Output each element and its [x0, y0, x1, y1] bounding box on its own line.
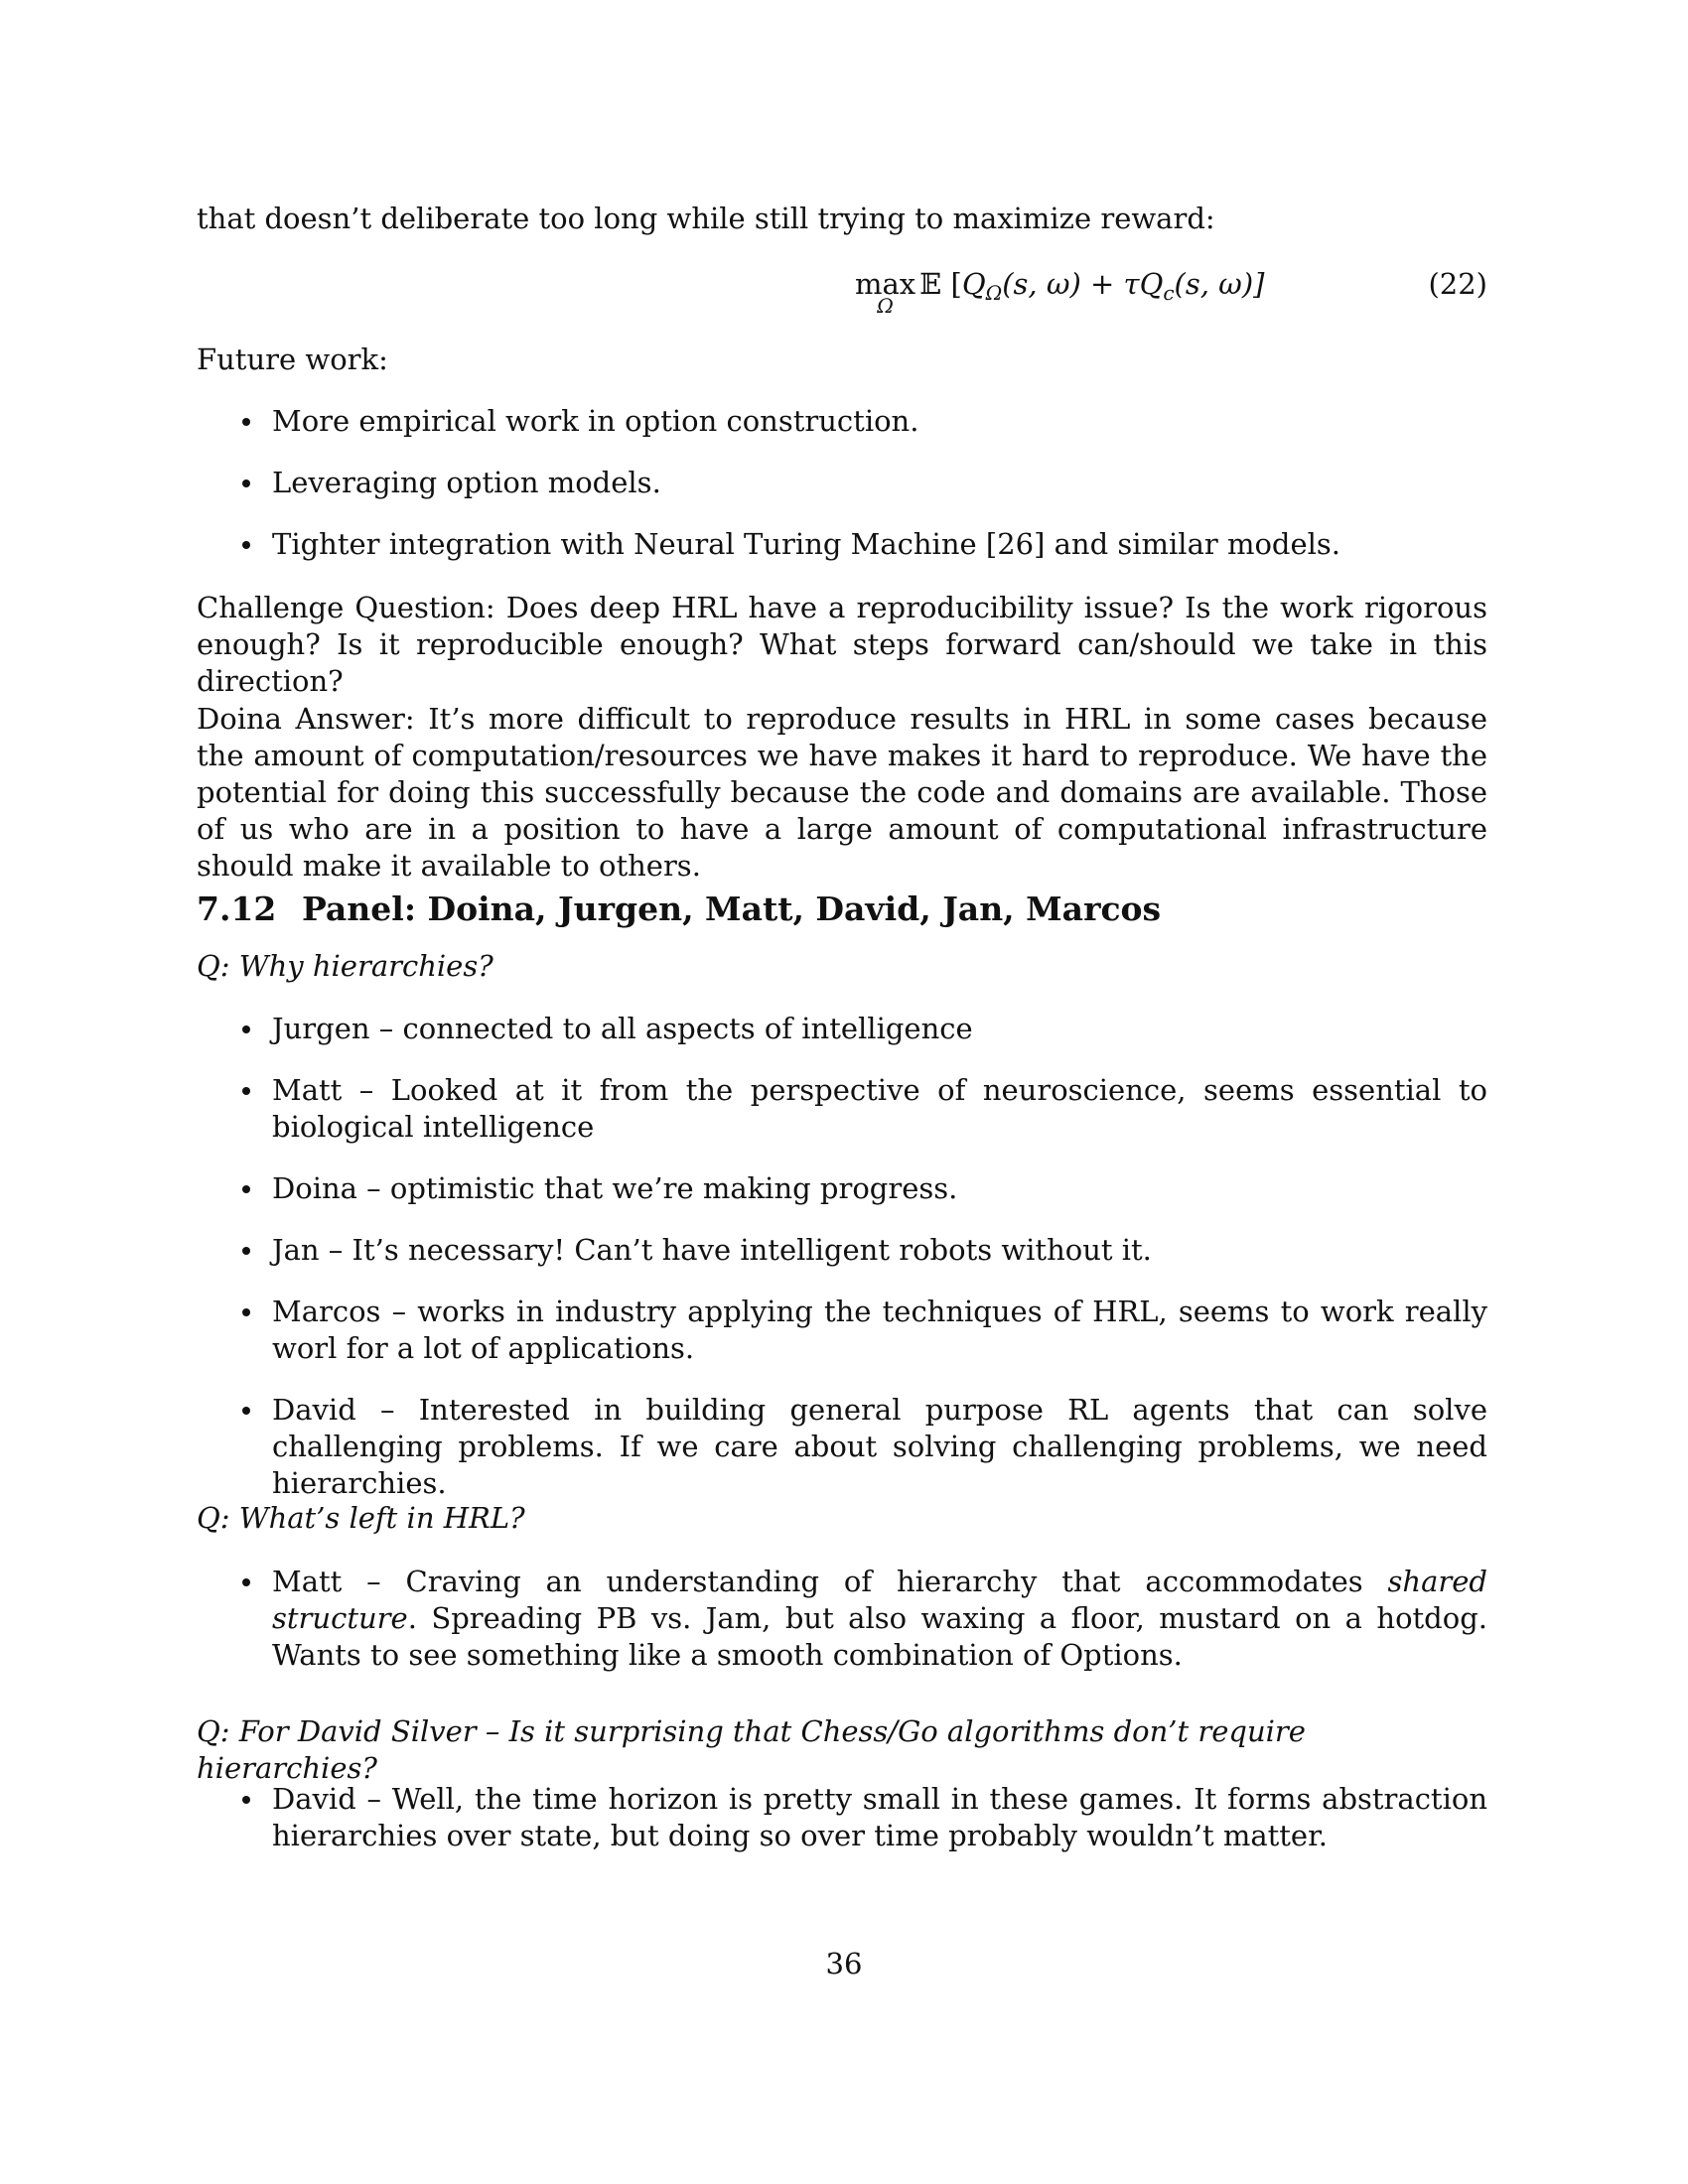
list-item: David – Well, the time horizon is pretty small in these games. It forms abstraction hierarchies over state, but doing so over time probably wouldn’t matter.	[197, 1781, 1487, 1854]
bullet-icon	[242, 1087, 250, 1095]
bullet-icon	[242, 1796, 250, 1804]
bullet-icon	[242, 1578, 250, 1586]
doina-answer: Doina Answer: It’s more difficult to reproduce results in HRL in some cases because the amount of computation/resources we have makes it hard to reproduce. We have the potential for doing this successfully because the code and domains are available. Those of us who are in a position to have a large amount of computational infrastructure should make it available to others.	[197, 702, 1487, 883]
list-item: More empirical work in option construction.	[197, 403, 1487, 465]
future-work-list	[197, 403, 1487, 563]
page-number: 36	[825, 1947, 863, 1980]
answers-david-silver	[197, 1781, 1487, 1854]
question-david-silver: Q: For David Silver – Is it surprising that Chess/Go algorithms don’t require hierarchies?	[197, 1714, 1306, 1785]
bullet-icon	[242, 1185, 250, 1193]
list-item: Matt – Craving an understanding of hierarchy that accommodates shared structure. Spreading PB vs. Jam, but also waxing a floor, mustard on a hotdog. Wants to see something like a smooth combination of Options.	[197, 1564, 1487, 1674]
list-item: Marcos – works in industry applying the techniques of HRL, seems to work really worl for a lot of applications.	[197, 1294, 1487, 1367]
answers-why-hierarchies	[197, 1011, 1487, 1502]
challenge-question: Challenge Question: Does deep HRL have a reproducibility issue? Is the work rigorous enough? Is it reproducible enough? What steps forward can/should we take in this direction?	[197, 591, 1487, 698]
bullet-icon	[242, 418, 250, 426]
list-item: Tighter integration with Neural Turing Machine [26] and similar models.	[197, 526, 1487, 563]
answers-whats-left	[197, 1564, 1487, 1674]
equation-q-c-subscript: c	[1163, 281, 1175, 305]
bullet-icon	[242, 1407, 250, 1415]
emphasis-shared-structure: shared structure	[272, 1565, 1487, 1635]
equation-22	[197, 266, 1487, 326]
bullet-icon	[242, 1025, 250, 1033]
equation-open-bracket: [	[950, 267, 962, 301]
list-item: Matt – Looked at it from the perspective of neuroscience, seems essential to biological intelligence	[197, 1072, 1487, 1146]
section-title: Panel: Doina, Jurgen, Matt, David, Jan, Marcos	[302, 889, 1162, 928]
bullet-icon	[242, 541, 250, 549]
list-item: Leveraging option models.	[197, 465, 1487, 526]
list-item: Doina – optimistic that we’re making progress.	[197, 1170, 1487, 1207]
bullet-icon	[242, 1308, 250, 1316]
intro-line: that doesn’t deliberate too long while still trying to maximize reward:	[197, 202, 1215, 235]
equation-q-omega-subscript: Ω	[985, 281, 1003, 305]
equation-q-c: Q	[1139, 267, 1164, 301]
equation-max-operator: max Ω	[855, 267, 916, 318]
question-why-hierarchies: Q: Why hierarchies?	[197, 949, 493, 983]
equation-expectation: 𝔼	[919, 267, 942, 301]
equation-expression	[855, 266, 1265, 318]
bullet-icon	[242, 1247, 250, 1255]
equation-args-1: (s, ω) + τ	[1002, 267, 1140, 301]
section-heading	[197, 890, 1161, 927]
list-item: Jan – It’s necessary! Can’t have intelligent robots without it.	[197, 1232, 1487, 1269]
list-item: David – Interested in building general purpose RL agents that can solve challenging problems. If we care about solving challenging problems, we need hierarchies.	[197, 1392, 1487, 1502]
list-item: Jurgen – connected to all aspects of intelligence	[197, 1011, 1487, 1047]
section-number: 7.12	[197, 889, 277, 928]
equation-max-subscript: Ω	[877, 294, 894, 318]
equation-number: (22)	[1428, 267, 1487, 301]
bullet-icon	[242, 479, 250, 487]
future-work-heading: Future work:	[197, 342, 388, 376]
equation-args-2: (s, ω)]	[1174, 267, 1265, 301]
question-whats-left: Q: What’s left in HRL?	[197, 1501, 525, 1535]
equation-q-omega: Q	[961, 267, 986, 301]
